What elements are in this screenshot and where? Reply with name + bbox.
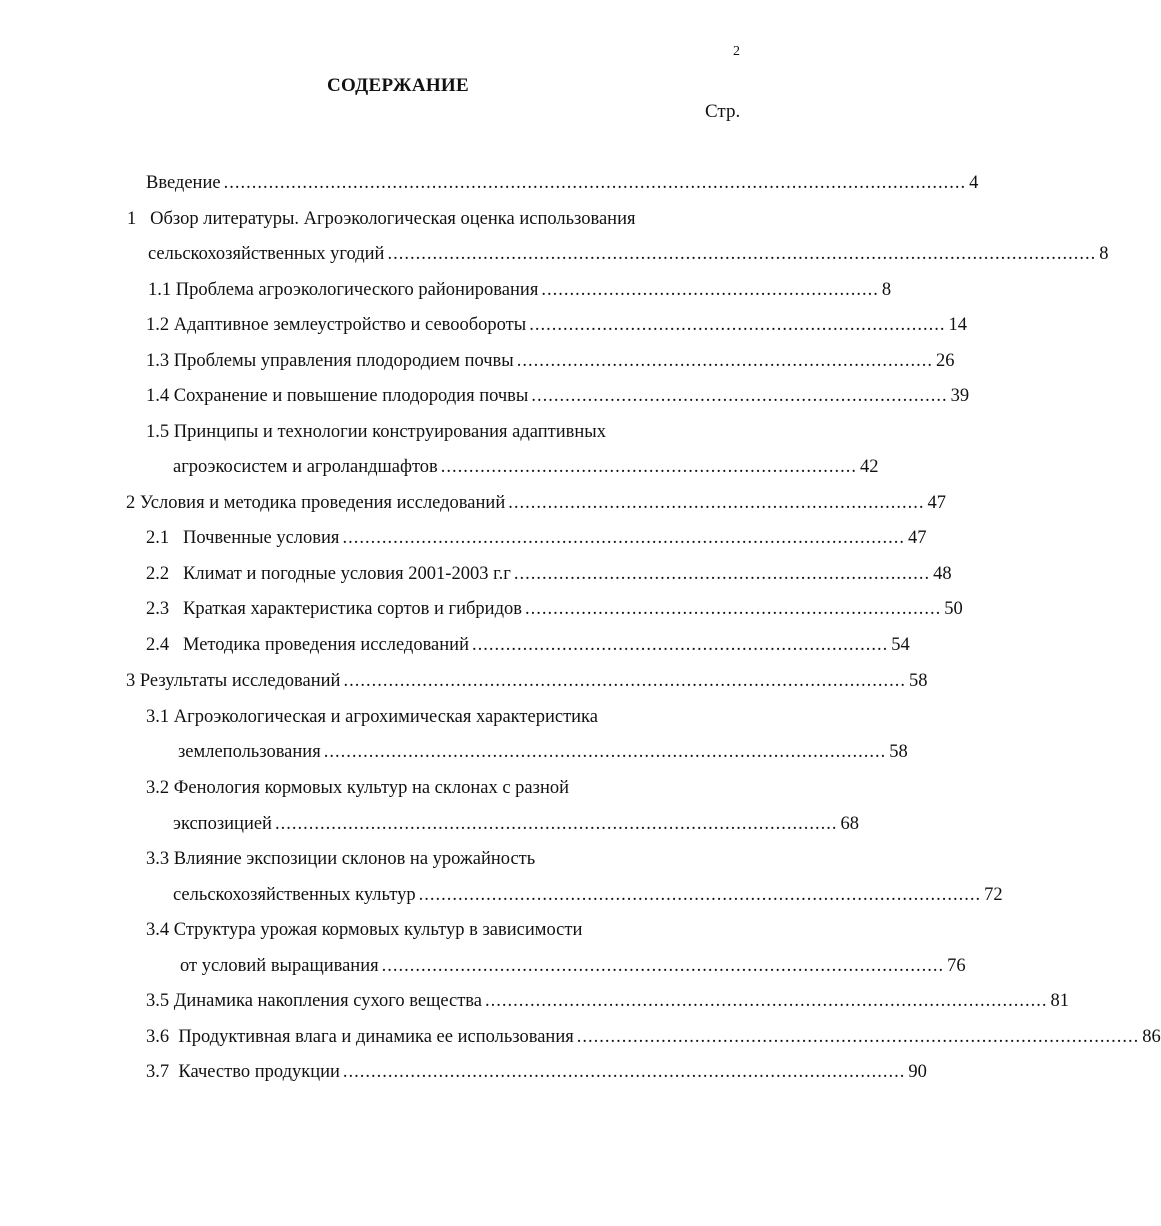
toc-entry-page: 39 — [950, 386, 970, 406]
toc-entry-3-6 — [146, 1023, 1161, 1051]
toc-entry-1-5-line1 — [146, 418, 606, 446]
toc-entry-2-4 — [146, 631, 910, 659]
leader-dots: .................................................................................................... — [323, 742, 887, 762]
toc-entry-text: 1.4 Сохранение и повышение плодородия почвы — [146, 386, 529, 406]
leader-dots: .......................................................................... — [529, 315, 946, 335]
toc-entry-text: 1.3 Проблемы управления плодородием почвы — [146, 351, 514, 371]
toc-entry-page: 81 — [1050, 991, 1069, 1011]
toc-entry-3-4-line2 — [180, 952, 966, 980]
toc-entry-text: 2 Условия и методика проведения исследований — [126, 493, 506, 513]
toc-entry-text: 2.3 Краткая характеристика сортов и гибридов — [146, 599, 522, 619]
leader-dots: .......................................................................... — [513, 564, 931, 584]
toc-entry-text: 3.3 Влияние экспозиции склонов на урожайность — [146, 849, 536, 869]
toc-entry-text: агроэкосистем и агроландшафтов — [173, 457, 438, 477]
toc-entry-page: 4 — [969, 173, 979, 193]
toc-entry-text: Введение — [146, 173, 221, 193]
toc-entry-2-3 — [146, 595, 963, 623]
leader-dots: .................................................................................................... — [485, 991, 1048, 1011]
toc-entry-3-1-line1 — [146, 703, 598, 731]
toc-entry-page: 48 — [933, 564, 952, 584]
leader-dots: .................................................................................................................................... — [223, 173, 967, 193]
toc-entry-3-7 — [146, 1058, 927, 1086]
toc-entry-text: от условий выращивания — [180, 956, 379, 976]
toc-entry-page: 8 — [881, 280, 892, 300]
leader-dots: .......................................................................... — [524, 599, 942, 619]
leader-dots: .......................................................................... — [516, 351, 933, 371]
toc-entry-3-1-line2 — [178, 738, 908, 766]
toc-chapter-3 — [126, 667, 928, 695]
toc-entry-page: 26 — [935, 351, 955, 371]
page-column-label: Стр. — [705, 101, 741, 122]
toc-entry-page: 76 — [947, 956, 966, 976]
toc-entry-text: экспозицией — [173, 814, 272, 834]
leader-dots: .................................................................................................... — [418, 885, 982, 905]
toc-chapter-number: 1 — [127, 209, 137, 229]
toc-entry-page: 50 — [944, 599, 963, 619]
toc-entry-page: 42 — [860, 457, 879, 477]
toc-entry-3-2-line2 — [173, 810, 859, 838]
toc-entry-intro — [146, 169, 979, 197]
leader-dots: .................................................................................................... — [274, 814, 838, 834]
toc-entry-text: 1.5 Принципы и технологии конструирования адаптивных — [146, 422, 606, 442]
toc-entry-2-2 — [146, 560, 952, 588]
toc-entry-page: 58 — [889, 742, 908, 762]
leader-dots: .................................................................................................... — [342, 1062, 906, 1082]
toc-entry-page: 68 — [840, 814, 859, 834]
toc-entry-1-4 — [146, 382, 970, 410]
toc-entry-text: 2.2 Климат и погодные условия 2001-2003 г.г — [146, 564, 511, 584]
leader-dots: .................................................................................................... — [342, 528, 905, 548]
toc-entry-1-1 — [148, 276, 892, 304]
toc-entry-text: 2.1 Почвенные условия — [146, 528, 340, 548]
leader-dots: .......................................................................... — [531, 386, 948, 406]
leader-dots: .......................................................................... — [508, 493, 925, 513]
toc-entry-text: 3.7 Качество продукции — [146, 1062, 340, 1082]
toc-entry-3-4-line1 — [146, 916, 582, 944]
toc-entry-text: 3 Результаты исследований — [126, 671, 341, 691]
toc-entry-3-3-line1 — [146, 845, 535, 873]
toc-entry-2-1 — [146, 524, 927, 552]
toc-entry-page: 14 — [948, 315, 967, 335]
toc-entry-3-3-line2 — [173, 881, 1003, 909]
toc-chapter-2 — [126, 489, 946, 517]
leader-dots: .................................................................................................... — [381, 956, 945, 976]
toc-chapter-1-line1 — [127, 205, 636, 233]
toc-entry-text: 3.4 Структура урожая кормовых культур в зависимости — [146, 920, 583, 940]
toc-entry-page: 72 — [984, 885, 1003, 905]
toc-entry-text: землепользования — [178, 742, 321, 762]
toc-entry-3-2-line1 — [146, 774, 569, 802]
leader-dots: .......................................................................... — [471, 635, 889, 655]
toc-entry-text: 3.5 Динамика накопления сухого вещества — [146, 991, 482, 1011]
toc-entry-text: сельскохозяйственных культур — [173, 885, 416, 905]
toc-entry-text: 1.2 Адаптивное землеустройство и севообороты — [146, 315, 527, 335]
toc-entry-page: 90 — [908, 1062, 927, 1082]
toc-entry-1-2 — [146, 311, 967, 339]
toc-entry-1-5-line2 — [173, 453, 879, 481]
toc-entry-text: 2.4 Методика проведения исследований — [146, 635, 469, 655]
toc-entry-3-5 — [146, 987, 1069, 1015]
toc-entry-text: 3.1 Агроэкологическая и агрохимическая характеристика — [146, 707, 598, 727]
toc-chapter-1-line2 — [148, 240, 1109, 268]
leader-dots: .................................................................................................... — [576, 1027, 1140, 1047]
toc-entry-1-3 — [146, 347, 955, 375]
toc-entry-text: 3.2 Фенология кормовых культур на склонах с разной — [146, 778, 570, 798]
page-title: СОДЕРЖАНИЕ — [327, 75, 469, 96]
toc-entry-text: 1.1 Проблема агроэкологического районирования — [148, 280, 539, 300]
toc-entry-text: сельскохозяйственных угодий — [148, 244, 385, 264]
toc-entry-page: 54 — [891, 635, 910, 655]
toc-entry-page: 47 — [927, 493, 946, 513]
toc-entry-page: 58 — [908, 671, 928, 691]
leader-dots: .............................................................................................................................. — [387, 244, 1097, 264]
toc-entry-page: 47 — [907, 528, 927, 548]
leader-dots: .................................................................................................... — [343, 671, 906, 691]
toc-entry-text: Обзор литературы. Агроэкологическая оценка использования — [150, 209, 636, 229]
toc-entry-page: 8 — [1099, 244, 1109, 264]
page-number: 2 — [733, 44, 740, 59]
leader-dots: .......................................................................... — [440, 457, 858, 477]
leader-dots: ............................................................ — [541, 280, 879, 300]
toc-entry-text: 3.6 Продуктивная влага и динамика ее использования — [146, 1027, 574, 1047]
toc-entry-page: 86 — [1142, 1027, 1161, 1047]
